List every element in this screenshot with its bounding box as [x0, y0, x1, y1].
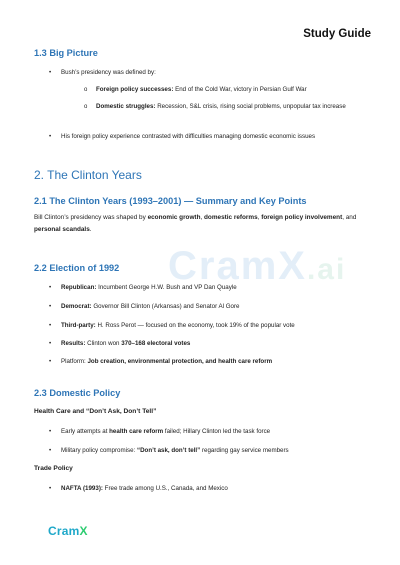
list-item: • His foreign policy experience contrasted with difficulties managing domestic economic issues	[61, 132, 361, 142]
list-item: • NAFTA (1993): Free trade among U.S., Canada, and Mexico	[61, 484, 361, 494]
section-heading-2-1: 2.1 The Clinton Years (1993–2001) — Summary and Key Points	[34, 196, 307, 206]
cramx-logo: CramX	[48, 524, 88, 538]
list-item: • Platform: Job creation, environmental protection, and health care reform	[61, 357, 361, 367]
section-heading-2-3: 2.3 Domestic Policy	[34, 388, 121, 398]
list-item: • Third-party: H. Ross Perot — focused on the economy, took 19% of the popular vote	[61, 321, 361, 331]
list-item: • Bush’s presidency was defined by:	[61, 68, 361, 78]
section-heading-2: 2. The Clinton Years	[34, 168, 142, 182]
list-item: • Results: Clinton won 370–168 electoral votes	[61, 339, 361, 349]
watermark: CramX.ai	[168, 244, 347, 288]
subheading-health-care: Health Care and “Don’t Ask, Don’t Tell”	[34, 408, 157, 415]
subheading-trade-policy: Trade Policy	[34, 465, 73, 472]
paragraph: Bill Clinton’s presidency was shaped by economic growth, domestic reforms, foreign policy involvement, and personal scandals.	[34, 214, 357, 233]
sub-list-item: o Foreign policy successes: End of the Cold War, victory in Persian Gulf War	[96, 85, 364, 96]
sub-list-item: o Domestic struggles: Recession, S&L crisis, rising social problems, unpopular tax increase	[96, 102, 364, 113]
list-item: • Democrat: Governor Bill Clinton (Arkansas) and Senator Al Gore	[61, 302, 361, 312]
list-item: • Republican: Incumbent George H.W. Bush and VP Dan Quayle	[61, 283, 361, 293]
list-item: • Early attempts at health care reform failed; Hillary Clinton led the task force	[61, 427, 361, 437]
section-heading-2-2: 2.2 Election of 1992	[34, 263, 120, 273]
list-item: • Military policy compromise: “Don’t ask, don’t tell” regarding gay service members	[61, 446, 361, 456]
page-title: Study Guide	[303, 28, 371, 40]
section-heading-1-3: 1.3 Big Picture	[34, 48, 98, 58]
